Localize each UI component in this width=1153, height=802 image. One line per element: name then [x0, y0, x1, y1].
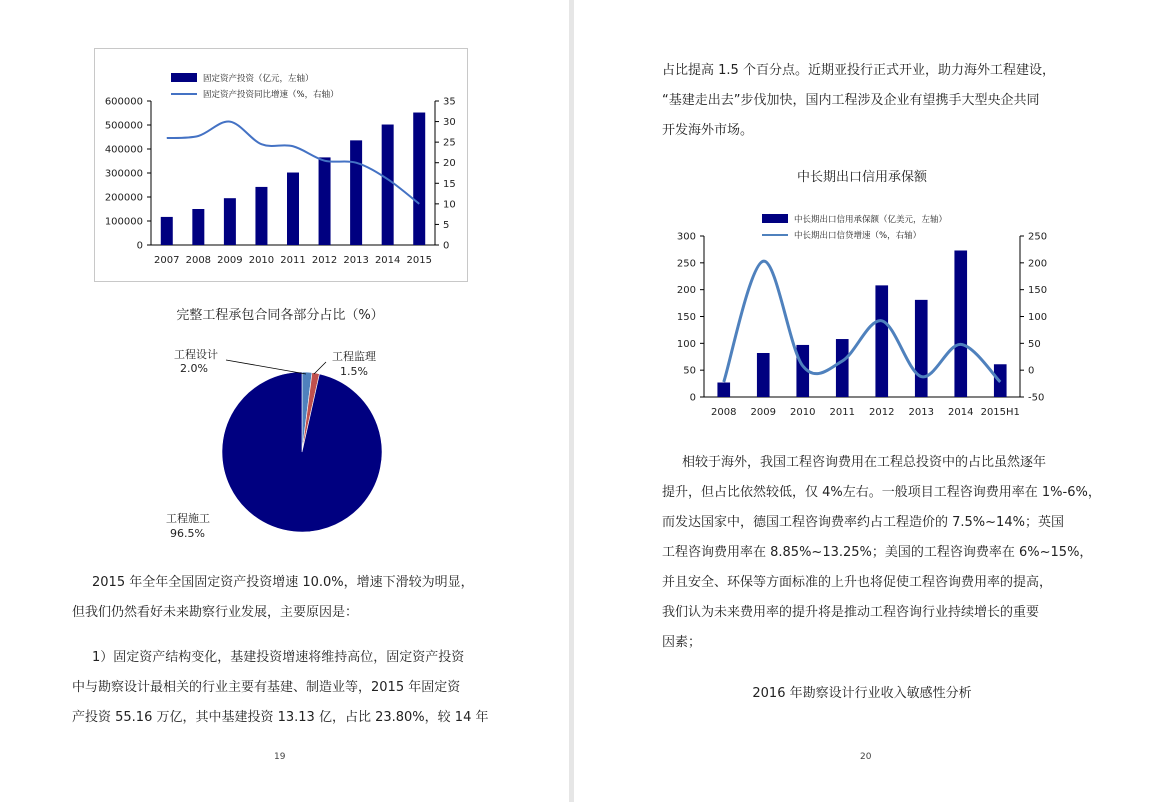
- x-tick-label: 2012: [311, 255, 338, 266]
- right-tick-label: 100: [1028, 312, 1048, 323]
- pie-label-value: 96.5%: [170, 527, 205, 540]
- right-tick-label: 30: [443, 117, 456, 129]
- export-credit-caption: 中长期出口信用承保额: [796, 170, 927, 185]
- left-tick-label: 250: [676, 258, 696, 270]
- pie-caption: 完整工程承包合同各部分占比（%）: [176, 308, 384, 323]
- bar: [717, 383, 730, 397]
- chart3-svg: [664, 204, 1064, 428]
- bar: [319, 157, 331, 245]
- x-tick-label: 2011: [829, 407, 855, 418]
- right-tick-label: -50: [1028, 392, 1045, 404]
- left-tick-label: 200: [676, 285, 696, 297]
- pie-label-value: 1.5%: [340, 365, 368, 378]
- right-tick-label: 200: [1028, 258, 1048, 270]
- pie-label-name: 工程设计: [174, 348, 218, 361]
- left-tick-label: 50: [683, 365, 696, 377]
- paragraph-line: 相较于海外，我国工程咨询费用在工程总投资中的占比虽然逐年: [682, 455, 1047, 470]
- right-page: [574, 0, 1153, 802]
- x-tick-label: 2008: [711, 407, 737, 418]
- x-tick-label: 2009: [217, 255, 243, 266]
- legend-line-label: 中长期出口信贷增速（%，右轴）: [794, 231, 922, 241]
- left-tick-label: 600000: [104, 96, 143, 108]
- right-body-text: [662, 448, 1112, 658]
- paragraph-line: “基建走出去”步伐加快，国内工程涉及企业有望携手大型央企共同: [662, 93, 1040, 108]
- bar: [350, 140, 362, 245]
- bar: [382, 125, 394, 245]
- chart1-svg: [95, 49, 467, 281]
- pie-label-value: 2.0%: [180, 362, 208, 375]
- x-tick-label: 2013: [343, 255, 369, 266]
- legend-bar-swatch: [171, 73, 197, 82]
- paragraph-line: 并且安全、环保等方面标准的上升也将促使工程咨询费用率的提高，: [662, 575, 1053, 590]
- right-tick-label: 15: [443, 178, 456, 190]
- left-tick-label: 200000: [104, 192, 143, 204]
- pie-label-name: 工程施工: [166, 512, 210, 525]
- bar: [192, 209, 204, 245]
- x-tick-label: 2011: [280, 255, 306, 266]
- bar: [836, 339, 849, 397]
- sensitivity-caption: 2016 年勘察设计行业收入敏感性分析: [752, 686, 972, 701]
- left-page: [0, 0, 569, 802]
- bar: [287, 173, 299, 245]
- bar: [954, 250, 967, 397]
- left-tick-label: 0: [136, 240, 143, 252]
- paragraph-line: 工程咨询费用率在 8.85%~13.25%；美国的工程咨询费率在 6%~15%，: [662, 545, 1093, 560]
- left-tick-label: 300: [676, 231, 696, 243]
- left-body-text: [72, 568, 502, 733]
- export-credit-chart: [664, 204, 1064, 428]
- left-tick-label: 300000: [104, 168, 143, 180]
- legend-line-label: 固定资产投资同比增速（%，右轴）: [203, 90, 339, 100]
- x-tick-label: 2010: [248, 255, 275, 266]
- bar: [413, 113, 425, 245]
- paragraph-line: 提升，但占比依然较低，仅 4%左右。一般项目工程咨询费用率在 1%-6%，: [662, 485, 1101, 500]
- paragraph-line: 占比提高 1.5 个百分点。近期亚投行正式开业，助力海外工程建设，: [662, 63, 1055, 78]
- x-tick-label: 2009: [750, 407, 776, 418]
- paragraph-line: 我们认为未来费用率的提升将是推动工程咨询行业持续增长的重要: [662, 605, 1040, 620]
- right-tick-label: 250: [1028, 231, 1048, 243]
- right-tick-label: 10: [443, 199, 456, 211]
- chart2-svg: [94, 330, 466, 550]
- x-tick-label: 2015: [406, 255, 432, 266]
- contract-share-pie-chart: [94, 330, 466, 550]
- legend-bar-label: 固定资产投资（亿元，左轴）: [203, 74, 314, 84]
- paragraph-line: 产投资 55.16 万亿，其中基建投资 13.13 亿，占比 23.80%，较 14 年: [72, 710, 489, 725]
- bar: [915, 300, 928, 397]
- pie-label-name: 工程监理: [332, 350, 376, 363]
- x-tick-label: 2007: [154, 255, 180, 266]
- right-tick-label: 25: [443, 137, 456, 149]
- page-number: 19: [274, 752, 286, 762]
- paragraph-line: 中与勘察设计最相关的行业主要有基建、制造业等，2015 年固定资: [72, 680, 461, 695]
- bar: [161, 217, 173, 245]
- pie-slice: [222, 372, 382, 532]
- bar: [875, 285, 888, 397]
- bar: [255, 187, 267, 245]
- paragraph-line: 但我们仍然看好未来勘察行业发展，主要原因是：: [72, 605, 359, 620]
- left-tick-label: 100: [676, 338, 696, 350]
- paragraph-line: 1）固定资产结构变化，基建投资增速将维持高位，固定资产投资: [92, 650, 465, 665]
- paragraph-line: 因素；: [662, 635, 702, 650]
- right-tick-label: 35: [443, 96, 456, 108]
- x-tick-label: 2012: [869, 407, 895, 418]
- x-tick-label: 2013: [908, 407, 934, 418]
- legend-bar-label: 中长期出口信用承保额（亿美元，左轴）: [794, 215, 948, 225]
- paragraph-line: 2015 年全年全国固定资产投资增速 10.0%，增速下滑较为明显，: [92, 575, 474, 590]
- leader-line: [226, 360, 306, 374]
- x-tick-label: 2014: [948, 407, 974, 418]
- right-tick-label: 20: [443, 158, 456, 170]
- left-tick-label: 100000: [104, 216, 143, 228]
- right-tick-label: 150: [1028, 285, 1048, 297]
- x-tick-label: 2008: [185, 255, 212, 266]
- paragraph-line: 开发海外市场。: [662, 123, 754, 138]
- right-tick-label: 0: [443, 240, 450, 252]
- x-tick-label: 2010: [790, 407, 816, 418]
- legend-bar-swatch: [762, 214, 788, 223]
- left-tick-label: 500000: [104, 120, 143, 132]
- right-top-text: [662, 56, 1102, 146]
- fixed-asset-investment-chart: [94, 48, 468, 282]
- bar: [224, 198, 236, 245]
- left-tick-label: 0: [689, 392, 696, 404]
- bar: [757, 353, 770, 397]
- x-tick-label: 2014: [374, 255, 401, 266]
- page-number: 20: [860, 752, 872, 762]
- right-tick-label: 5: [443, 219, 450, 231]
- left-tick-label: 400000: [104, 144, 143, 156]
- right-tick-label: 50: [1028, 338, 1041, 350]
- leader-line: [314, 362, 326, 374]
- left-tick-label: 150: [676, 312, 696, 323]
- paragraph-line: 而发达国家中，德国工程咨询费率约占工程造价的 7.5%~14%；英国: [662, 515, 1064, 530]
- x-tick-label: 2015H1: [980, 407, 1020, 418]
- right-tick-label: 0: [1028, 365, 1035, 377]
